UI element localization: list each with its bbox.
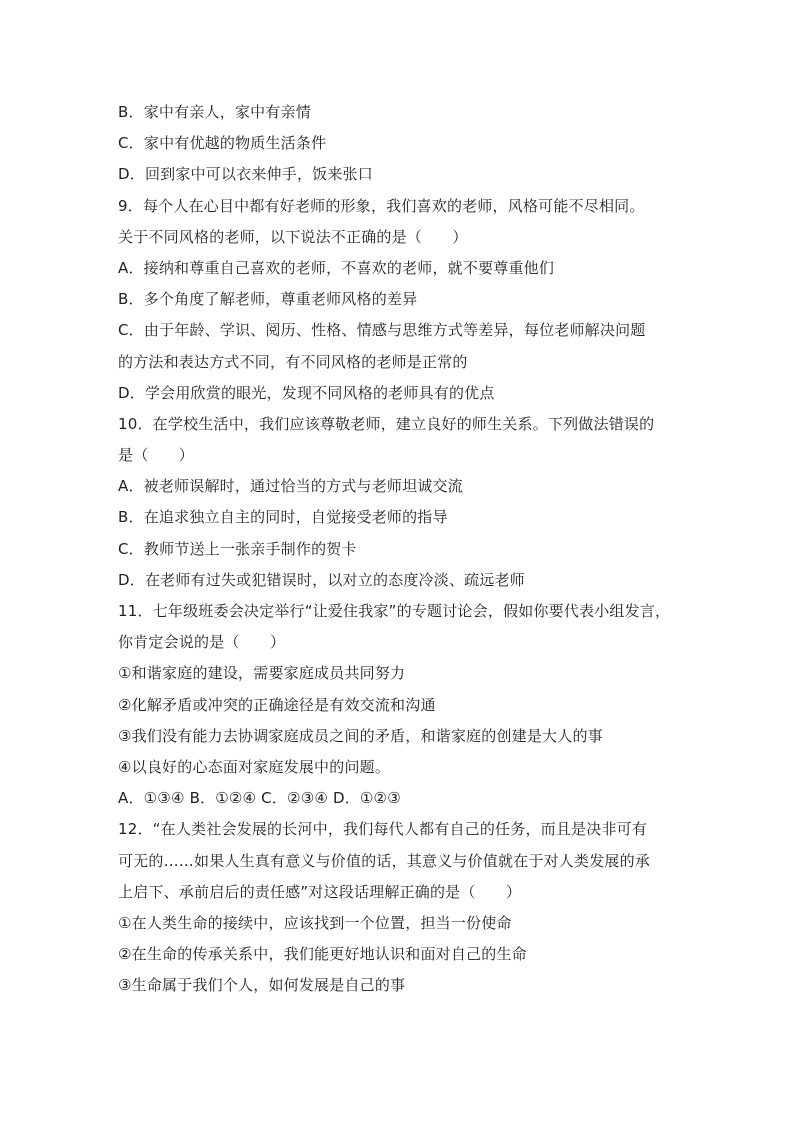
statement-12-3: ③生命属于我们个人，如何发展是自己的事 bbox=[118, 976, 406, 995]
question-12-stem-continued-2: 上启下、承前启后的责任感”对这段话理解正确的是（ ） bbox=[118, 882, 522, 901]
option-8-d: D．回到家中可以衣来伸手，饭来张口 bbox=[118, 165, 373, 184]
question-10-stem: 10．在学校生活中，我们应该尊敬老师，建立良好的师生关系。下列做法错误的 bbox=[118, 414, 655, 433]
option-10-c: C．教师节送上一张亲手制作的贺卡 bbox=[118, 539, 357, 558]
option-8-b: B．家中有亲人，家中有亲情 bbox=[118, 103, 311, 121]
option-9-c: C．由于年龄、学识、阅历、性格、情感与思维方式等差异，每位老师解决问题 bbox=[118, 321, 646, 340]
statement-11-1: ①和谐家庭的建设，需要家庭成员共同努力 bbox=[118, 664, 406, 683]
option-10-b: B．在追求独立自主的同时，自觉接受老师的指导 bbox=[118, 508, 448, 527]
question-11-stem-continued: 你肯定会说的是（ ） bbox=[118, 633, 286, 652]
statement-11-3: ③我们没有能力去协调家庭成员之间的矛盾，和谐家庭的创建是大人的事 bbox=[118, 726, 603, 745]
statement-12-2: ②在生命的传承关系中，我们能更好地认识和面对自己的生命 bbox=[118, 945, 527, 964]
statement-11-4: ④以良好的心态面对家庭发展中的问题。 bbox=[118, 757, 391, 776]
question-11-stem: 11．七年级班委会决定举行“让爱住我家”的专题讨论会，假如你要代表小组发言， bbox=[118, 602, 671, 620]
option-9-a: A．接纳和尊重自己喜欢的老师，不喜欢的老师，就不要尊重他们 bbox=[118, 258, 555, 277]
statement-12-1: ①在人类生命的接续中，应该找到一个位置，担当一份使命 bbox=[118, 913, 512, 932]
option-9-b: B．多个角度了解老师，尊重老师风格的差异 bbox=[118, 290, 418, 309]
question-12-stem: 12．“在人类社会发展的长河中，我们每代人都有自己的任务，而且是决非可有 bbox=[118, 820, 648, 839]
question-10-stem-continued: 是（ ） bbox=[118, 446, 195, 465]
statement-11-2: ②化解矛盾或冲突的正确途径是有效交流和沟通 bbox=[118, 695, 436, 714]
option-10-a: A．被老师误解时，通过恰当的方式与老师坦诚交流 bbox=[118, 477, 463, 496]
options-11: A．①③④ B．①②④ C．②③④ D．①②③ bbox=[118, 789, 401, 808]
question-12-stem-continued-1: 可无的……如果人生真有意义与价值的话，其意义与价值就在于对人类发展的承 bbox=[118, 851, 651, 870]
question-text-block bbox=[118, 97, 680, 1001]
option-9-d: D．学会用欣赏的眼光，发现不同风格的老师具有的优点 bbox=[118, 383, 495, 402]
question-9-stem-continued: 关于不同风格的老师，以下说法不正确的是（ ） bbox=[118, 227, 468, 246]
question-9-stem: 9．每个人在心目中都有好老师的形象，我们喜欢的老师，风格可能不尽相同。 bbox=[118, 196, 645, 215]
option-9-c-continued: 的方法和表达方式不同，有不同风格的老师是正常的 bbox=[118, 352, 468, 371]
option-10-d: D．在老师有过失或犯错误时，以对立的态度冷淡、疏远老师 bbox=[118, 570, 525, 589]
option-8-c: C．家中有优越的物质生活条件 bbox=[118, 134, 327, 153]
